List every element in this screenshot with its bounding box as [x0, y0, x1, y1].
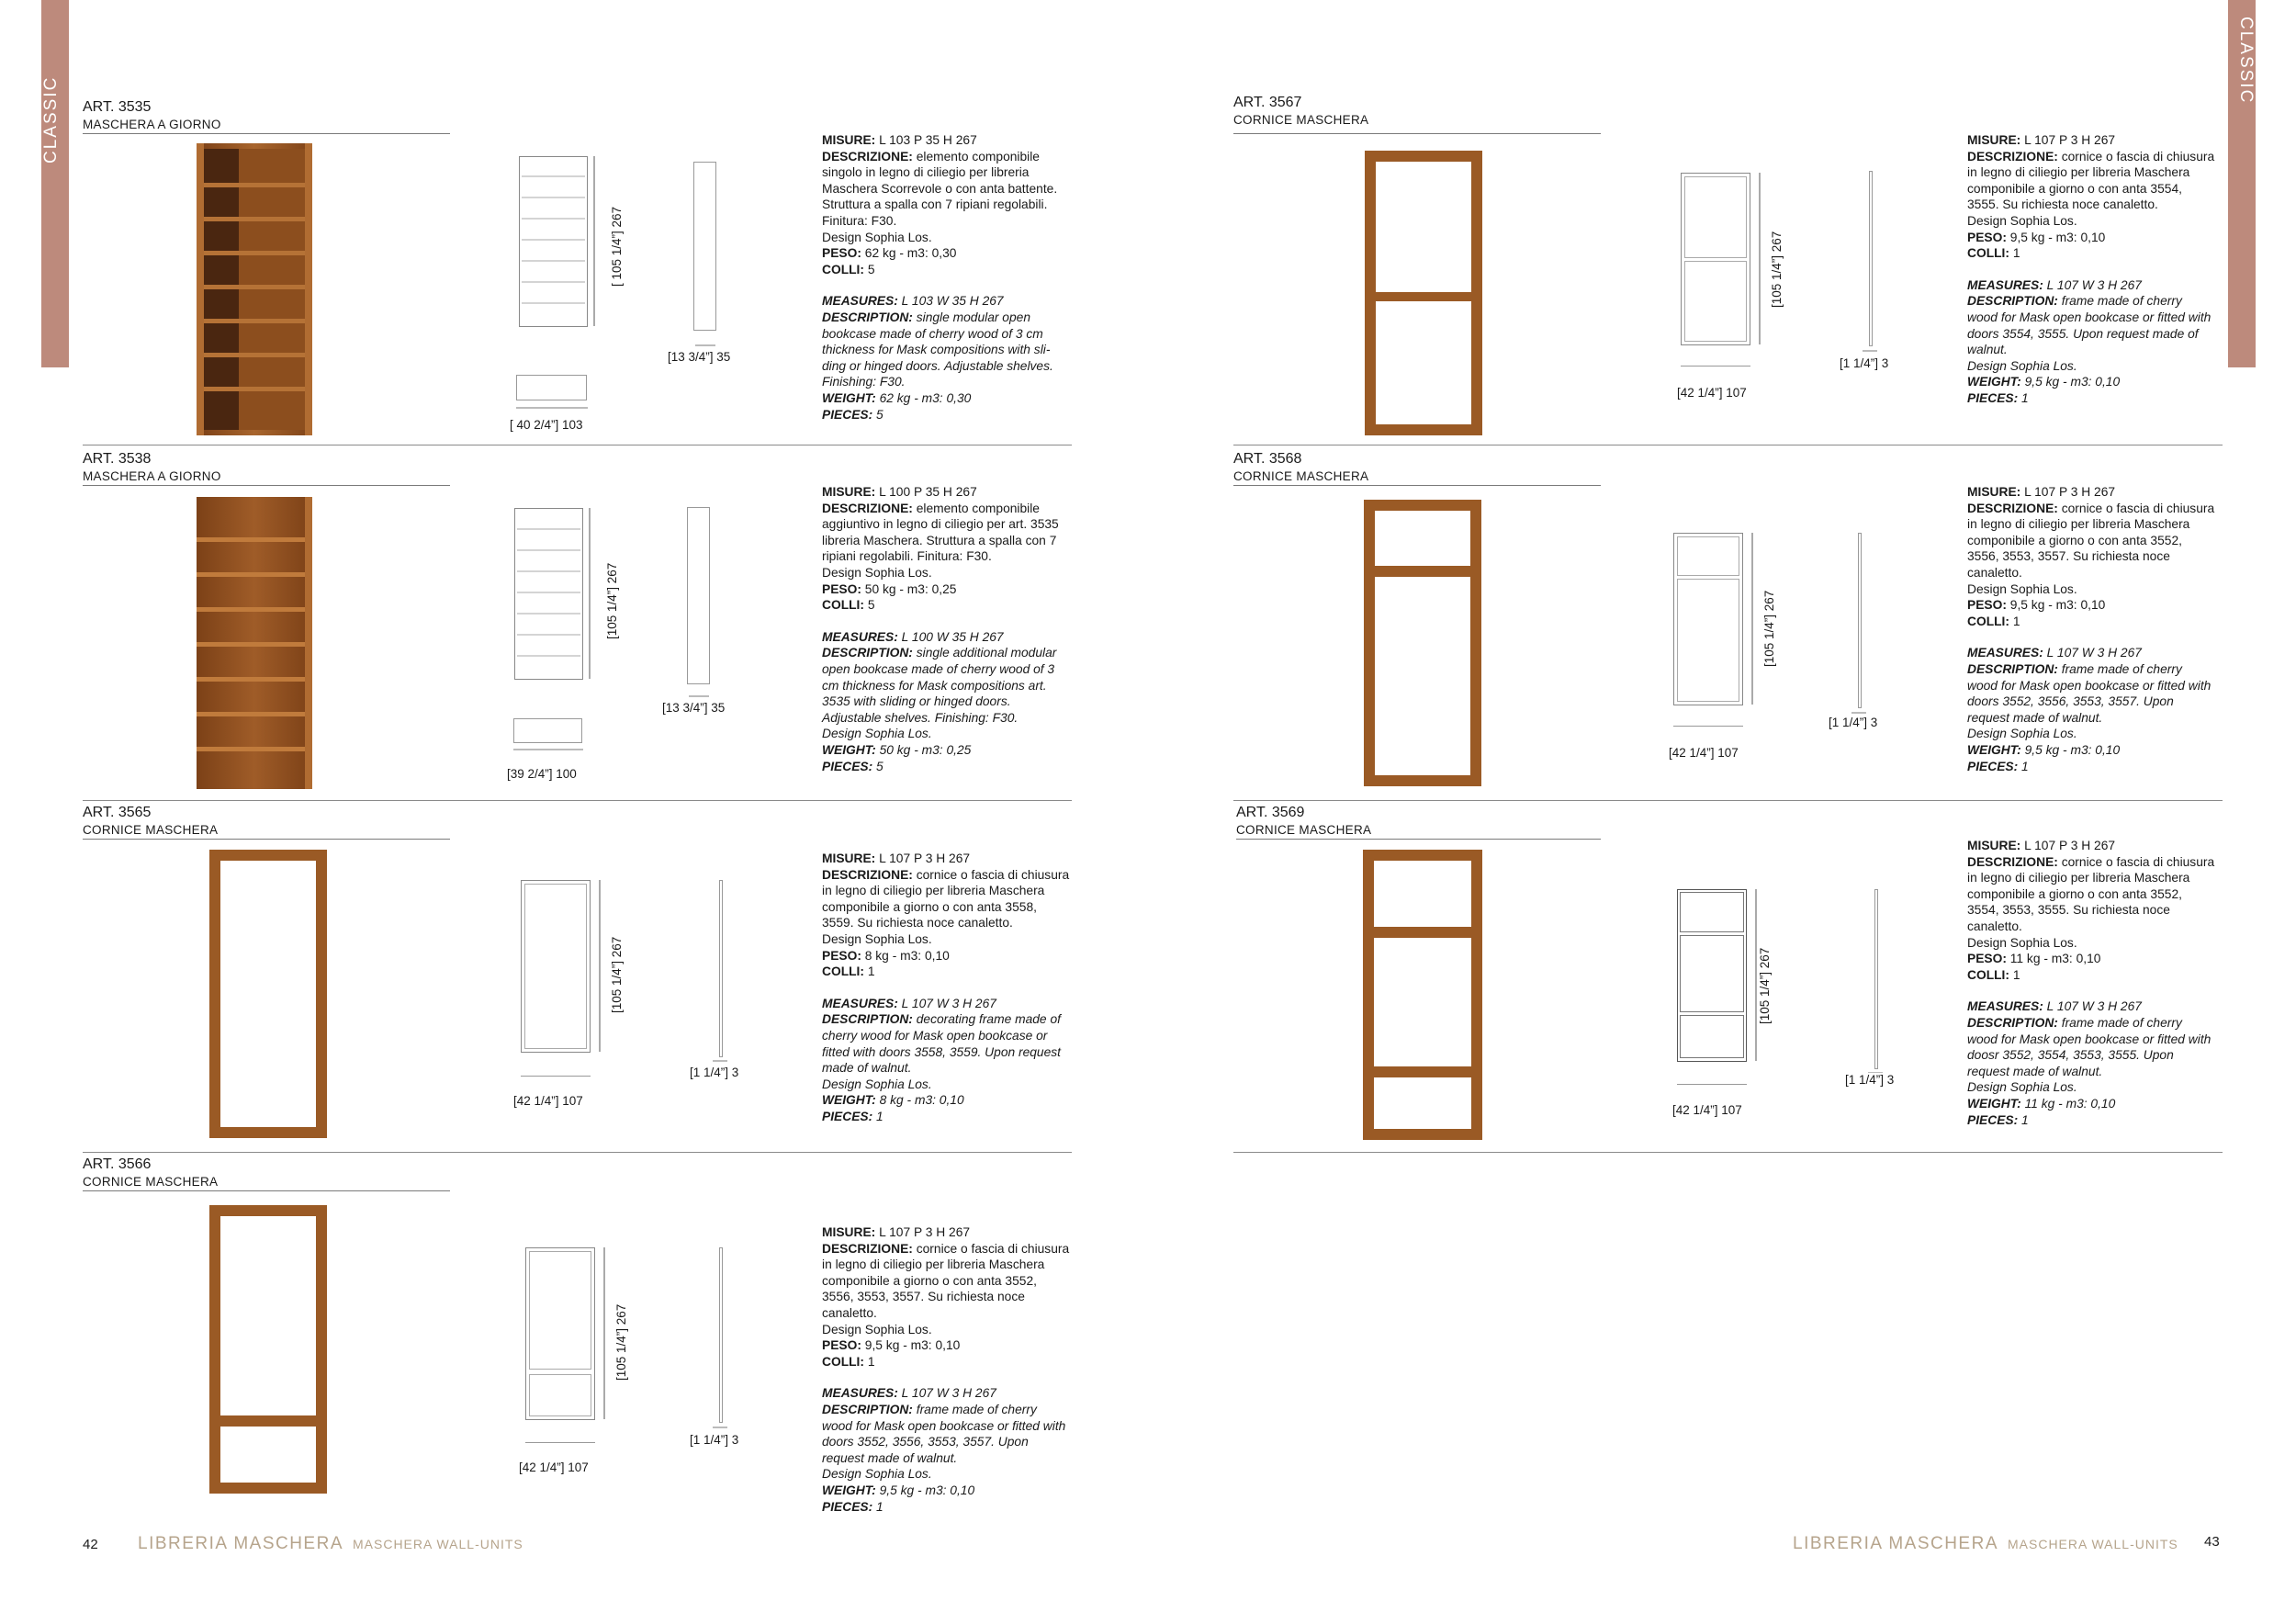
plan-line — [521, 1076, 591, 1077]
description-block: MISURE: L 100 P 35 H 267 DESCRIZIONE: elemento componibile aggiuntivo in legno di ciliegio per art. 3535 libreria Maschera. Struttura a spalla con 7 ripiani regolabili. Finitura: F30. Design Sophia Los. PESO: 50 kg - m3: 0,25 COLLI: 5 MEASURES: L 100 W 35 H 267 DESCRIPTION: single additional modular open bookcase made of cherry wood of 3 cm thickness for Mask compositions art. 3535 with sliding or hinged doors. Adjustable shelves. Finishing: F30. Design Sophia Los. WEIGHT: 50 kg - m3: 0,25 PIECES: 5 — [822, 485, 1059, 773]
plan-line — [1673, 726, 1743, 727]
side-tab-left — [41, 0, 69, 367]
title-rule — [1233, 133, 1601, 134]
article-subtitle: CORNICE MASCHERA — [83, 1175, 219, 1189]
height-dimension: [105 1/4”] 267 — [1770, 231, 1784, 308]
width-dimension: [42 1/4”] 107 — [1672, 1103, 1742, 1117]
front-view-drawing — [1681, 173, 1763, 349]
height-dimension: [105 1/4”] 267 — [1758, 947, 1772, 1024]
depth-dimension: [1 1/4”] 3 — [690, 1066, 739, 1079]
plan-line — [1681, 366, 1750, 367]
height-dimension: [105 1/4”] 267 — [610, 936, 624, 1013]
product-photo — [209, 850, 327, 1138]
side-view-drawing — [687, 507, 713, 700]
title-rule — [83, 839, 450, 840]
product-photo — [209, 1205, 327, 1494]
article-subtitle: MASCHERA A GIORNO — [83, 118, 221, 131]
title-rule — [1236, 839, 1601, 840]
article-subtitle: CORNICE MASCHERA — [1233, 113, 1369, 127]
article-title: ART. 3535 — [83, 99, 152, 115]
side-view-drawing — [1861, 171, 1879, 355]
side-tab-label: CLASSIC — [2236, 17, 2256, 105]
depth-dimension: [1 1/4”] 3 — [1829, 716, 1878, 729]
description-block: MISURE: L 103 P 35 H 267 DESCRIZIONE: elemento componibile singolo in legno di ciliegio per libreria Maschera Scorrevole o con anta battente. Struttura a spalla con 7 ripiani regolabili. Finitura: F30. Design Sophia Los. PESO: 62 kg - m3: 0,30 COLLI: 5 MEASURES: L 103 W 35 H 267 DESCRIPTION: single modular open bookcase made of cherry wood of 3 cm thickness for Mask compositions with sli-ding or hinged doors. Adjustable shelves. Finishing: F30. WEIGHT: 62 kg - m3: 0,30 PIECES: 5 — [822, 133, 1058, 422]
height-dimension: [105 1/4”] 267 — [614, 1303, 628, 1381]
section-divider — [83, 1152, 1072, 1153]
footer-title: LIBRERIA MASCHERA — [138, 1534, 343, 1553]
article-subtitle: CORNICE MASCHERA — [1233, 469, 1369, 483]
plan-line — [525, 1442, 595, 1443]
height-dimension: [105 1/4”] 267 — [605, 562, 619, 639]
title-rule — [83, 133, 450, 134]
front-view-drawing — [514, 508, 592, 684]
width-dimension: [42 1/4”] 107 — [519, 1460, 589, 1474]
article-title: ART. 3538 — [83, 451, 152, 467]
product-photo — [1363, 850, 1482, 1140]
description-block: MISURE: L 107 P 3 H 267 DESCRIZIONE: cornice o fascia di chiusura in legno di ciliegio per libreria Maschera componibile a giorno o con anta 3552, 3556, 3553, 3557. Su richiesta noce canaletto. Design Sophia Los. PESO: 9,5 kg - m3: 0,10 COLLI: 1 MEASURES: L 107 W 3 H 267 DESCRIPTION: frame made of cherry wood for Mask open bookcase or fitted with doors 3552, 3556, 3553, 3557. Upon request made of walnut. Design Sophia Los. WEIGHT: 9,5 kg - m3: 0,10 PIECES: 1 — [822, 1225, 1070, 1514]
product-photo — [1364, 500, 1481, 786]
section-divider — [1233, 800, 2223, 801]
article-subtitle: CORNICE MASCHERA — [1236, 823, 1372, 837]
description-block: MISURE: L 107 P 3 H 267 DESCRIZIONE: cornice o fascia di chiusura in legno di ciliegio per libreria Maschera componibile a giorno o con anta 3552, 3556, 3553, 3557. Su richiesta noce canaletto. Design Sophia Los. PESO: 9,5 kg - m3: 0,10 COLLI: 1 MEASURES: L 107 W 3 H 267 DESCRIPTION: frame made of cherry wood for Mask open bookcase or fitted with doors 3552, 3556, 3553, 3557. Upon request made of walnut. Design Sophia Los. WEIGHT: 9,5 kg - m3: 0,10 PIECES: 1 — [1967, 485, 2215, 773]
product-photo — [197, 143, 312, 435]
side-tab-label: CLASSIC — [41, 75, 61, 164]
page-number: 42 — [83, 1537, 98, 1552]
depth-dimension: [13 3/4”] 35 — [662, 701, 726, 715]
side-view-drawing — [1866, 889, 1885, 1073]
side-view-drawing — [711, 1247, 729, 1431]
product-photo — [1365, 151, 1482, 435]
side-view-drawing — [1850, 533, 1868, 716]
article-title: ART. 3569 — [1236, 805, 1305, 820]
side-tab-right — [2228, 0, 2256, 367]
description-block: MISURE: L 107 P 3 H 267 DESCRIZIONE: cornice o fascia di chiusura in legno di ciliegio per libreria Maschera componibile a giorno o con anta 3558, 3559. Su richiesta noce canaletto. Design Sophia Los. PESO: 8 kg - m3: 0,10 COLLI: 1 MEASURES: L 107 W 3 H 267 DESCRIPTION: decorating frame made of cherry wood for Mask open bookcase or fitted with doors 3558, 3559. Upon request made of walnut. Design Sophia Los. WEIGHT: 8 kg - m3: 0,10 PIECES: 1 — [822, 851, 1070, 1123]
title-rule — [83, 1190, 450, 1191]
title-rule — [83, 485, 450, 486]
description-block: MISURE: L 107 P 3 H 267 DESCRIZIONE: cornice o fascia di chiusura in legno di ciliegio per libreria Maschera componibile a giorno o con anta 3552, 3554, 3553, 3555. Su richiesta noce canaletto. Design Sophia Los. PESO: 11 kg - m3: 0,10 COLLI: 1 MEASURES: L 107 W 3 H 267 DESCRIPTION: frame made of cherry wood for Mask open bookcase or fitted with doosr 3552, 3554, 3553, 3555. Upon request made of walnut. Design Sophia Los. WEIGHT: 11 kg - m3: 0,10 PIECES: 1 — [1967, 839, 2215, 1127]
width-dimension: [42 1/4”] 107 — [1677, 386, 1747, 400]
article-subtitle: CORNICE MASCHERA — [83, 823, 219, 837]
front-view-drawing — [1677, 889, 1760, 1066]
page-number: 43 — [2204, 1534, 2220, 1550]
article-title: ART. 3568 — [1233, 451, 1302, 467]
front-view-drawing — [521, 880, 603, 1056]
footer-title: LIBRERIA MASCHERA — [1793, 1534, 1998, 1553]
plan-view-drawing — [516, 375, 590, 412]
footer-title-left — [138, 1534, 523, 1554]
depth-dimension: [1 1/4”] 3 — [1845, 1073, 1895, 1087]
footer-title-right — [1793, 1534, 2178, 1554]
plan-view-drawing — [513, 718, 587, 755]
front-view-drawing — [525, 1247, 608, 1424]
article-title: ART. 3566 — [83, 1156, 152, 1172]
depth-dimension: [1 1/4”] 3 — [690, 1433, 739, 1447]
height-dimension: [ 105 1/4”] 267 — [610, 206, 624, 287]
width-dimension: [42 1/4”] 107 — [513, 1094, 583, 1108]
depth-dimension: [13 3/4”] 35 — [668, 350, 731, 364]
footer-subtitle: MASCHERA WALL-UNITS — [353, 1537, 523, 1551]
width-dimension: [39 2/4”] 100 — [507, 767, 577, 781]
side-view-drawing — [711, 880, 729, 1064]
depth-dimension: [1 1/4”] 3 — [1840, 356, 1889, 370]
description-block: MISURE: L 107 P 3 H 267 DESCRIZIONE: cornice o fascia di chiusura in legno di ciliegio per libreria Maschera componibile a giorno o con anta 3554, 3555. Su richiesta noce canaletto. Design Sophia Los. PESO: 9,5 kg - m3: 0,10 COLLI: 1 MEASURES: L 107 W 3 H 267 DESCRIPTION: frame made of cherry wood for Mask open bookcase or fitted with doors 3554, 3555. Upon request made of walnut. Design Sophia Los. WEIGHT: 9,5 kg - m3: 0,10 PIECES: 1 — [1967, 133, 2215, 405]
height-dimension: [105 1/4”] 267 — [1762, 590, 1776, 667]
side-view-drawing — [693, 162, 717, 350]
article-title: ART. 3567 — [1233, 95, 1302, 110]
front-view-drawing — [519, 156, 597, 331]
product-photo — [197, 497, 312, 789]
width-dimension: [ 40 2/4”] 103 — [510, 418, 583, 432]
article-title: ART. 3565 — [83, 805, 152, 820]
footer-subtitle: MASCHERA WALL-UNITS — [2008, 1537, 2178, 1551]
plan-line — [1677, 1084, 1747, 1085]
width-dimension: [42 1/4”] 107 — [1669, 746, 1739, 760]
front-view-drawing — [1673, 533, 1756, 709]
title-rule — [1233, 485, 1601, 486]
section-divider — [1233, 1152, 2223, 1153]
section-divider — [83, 800, 1072, 801]
article-subtitle: MASCHERA A GIORNO — [83, 469, 221, 483]
